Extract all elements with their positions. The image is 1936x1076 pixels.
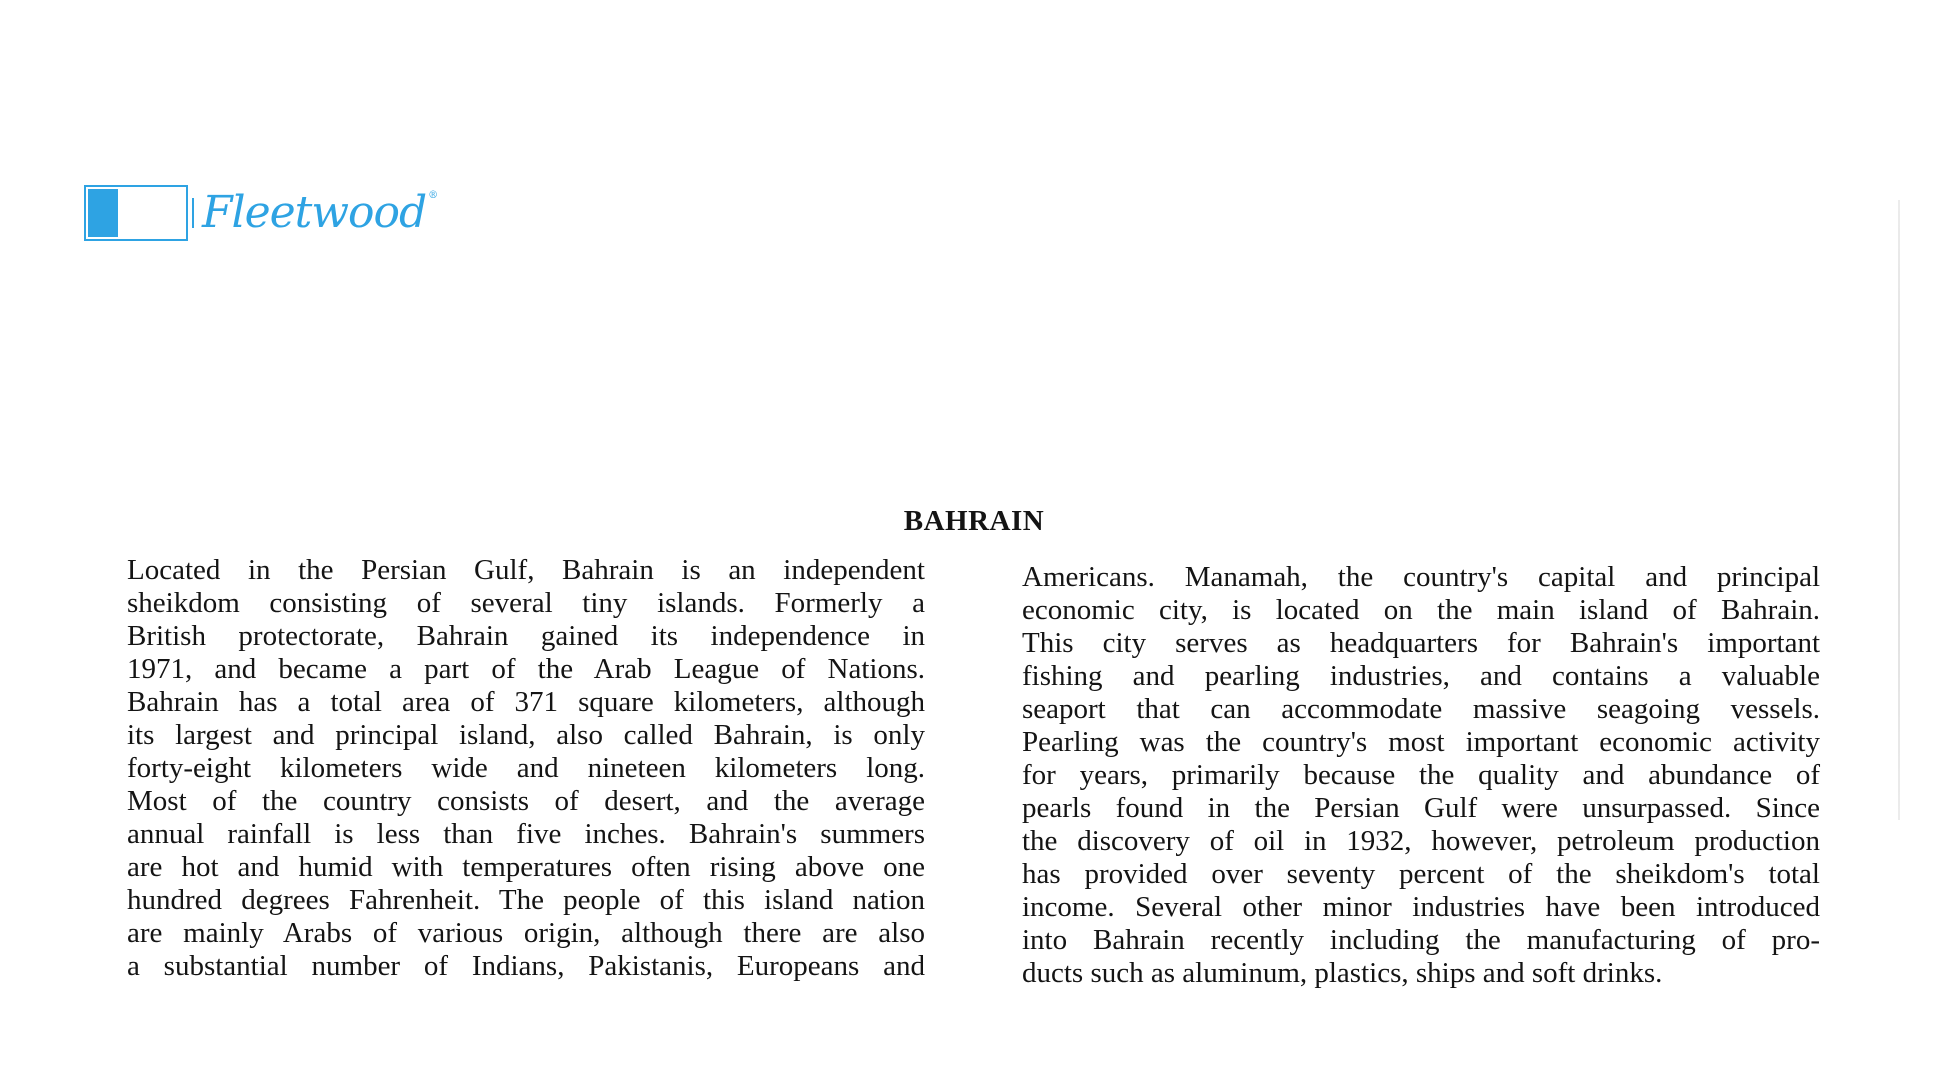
text-line: economic city, is located on the main island of Bahrain.	[1022, 594, 1820, 626]
logo-box-icon	[84, 185, 188, 241]
text-line: its largest and principal island, also called Bahrain, is only	[127, 719, 925, 751]
text-line: are hot and humid with temperatures often rising above one	[127, 851, 925, 883]
text-line: Located in the Persian Gulf, Bahrain is an independent	[127, 554, 925, 586]
brand-registered-mark: ®	[428, 190, 438, 201]
text-line: British protectorate, Bahrain gained its independence in	[127, 620, 925, 652]
text-line: for years, primarily because the quality and abundance of	[1022, 759, 1820, 791]
logo-divider	[192, 198, 194, 228]
text-line: seaport that can accommodate massive seagoing vessels.	[1022, 693, 1820, 725]
text-line: has provided over seventy percent of the sheikdom's total	[1022, 858, 1820, 890]
text-line: the discovery of oil in 1932, however, petroleum production	[1022, 825, 1820, 857]
text-line: into Bahrain recently including the manufacturing of pro-	[1022, 924, 1820, 956]
text-line: Bahrain has a total area of 371 square kilometers, although	[127, 686, 925, 718]
text-line: Pearling was the country's most important economic activity	[1022, 726, 1820, 758]
brand-logo	[84, 185, 437, 241]
text-line: 1971, and became a part of the Arab League of Nations.	[127, 653, 925, 685]
brand-name: Fleetwood	[202, 187, 427, 238]
text-line: income. Several other minor industries have been introduced	[1022, 891, 1820, 923]
text-line: This city serves as headquarters for Bahrain's important	[1022, 627, 1820, 659]
right-text-column	[1022, 561, 1820, 990]
left-text-column	[127, 554, 925, 983]
text-line: ducts such as aluminum, plastics, ships and soft drinks.	[1022, 957, 1663, 989]
text-line: a substantial number of Indians, Pakistanis, Europeans and	[127, 950, 925, 982]
text-line: annual rainfall is less than five inches. Bahrain's summers	[127, 818, 925, 850]
text-line: forty-eight kilometers wide and nineteen kilometers long.	[127, 752, 925, 784]
text-line: hundred degrees Fahrenheit. The people of this island nation	[127, 884, 925, 916]
text-line: Americans. Manamah, the country's capital and principal	[1022, 561, 1820, 593]
brand-wordmark	[202, 187, 438, 238]
text-line: sheikdom consisting of several tiny islands. Formerly a	[127, 587, 925, 619]
text-line: pearls found in the Persian Gulf were unsurpassed. Since	[1022, 792, 1820, 824]
text-line: are mainly Arabs of various origin, although there are also	[127, 917, 925, 949]
text-line: Most of the country consists of desert, and the average	[127, 785, 925, 817]
page-title: BAHRAIN	[903, 505, 1045, 537]
logo-box-fill	[88, 189, 118, 237]
text-line: fishing and pearling industries, and contains a valuable	[1022, 660, 1820, 692]
